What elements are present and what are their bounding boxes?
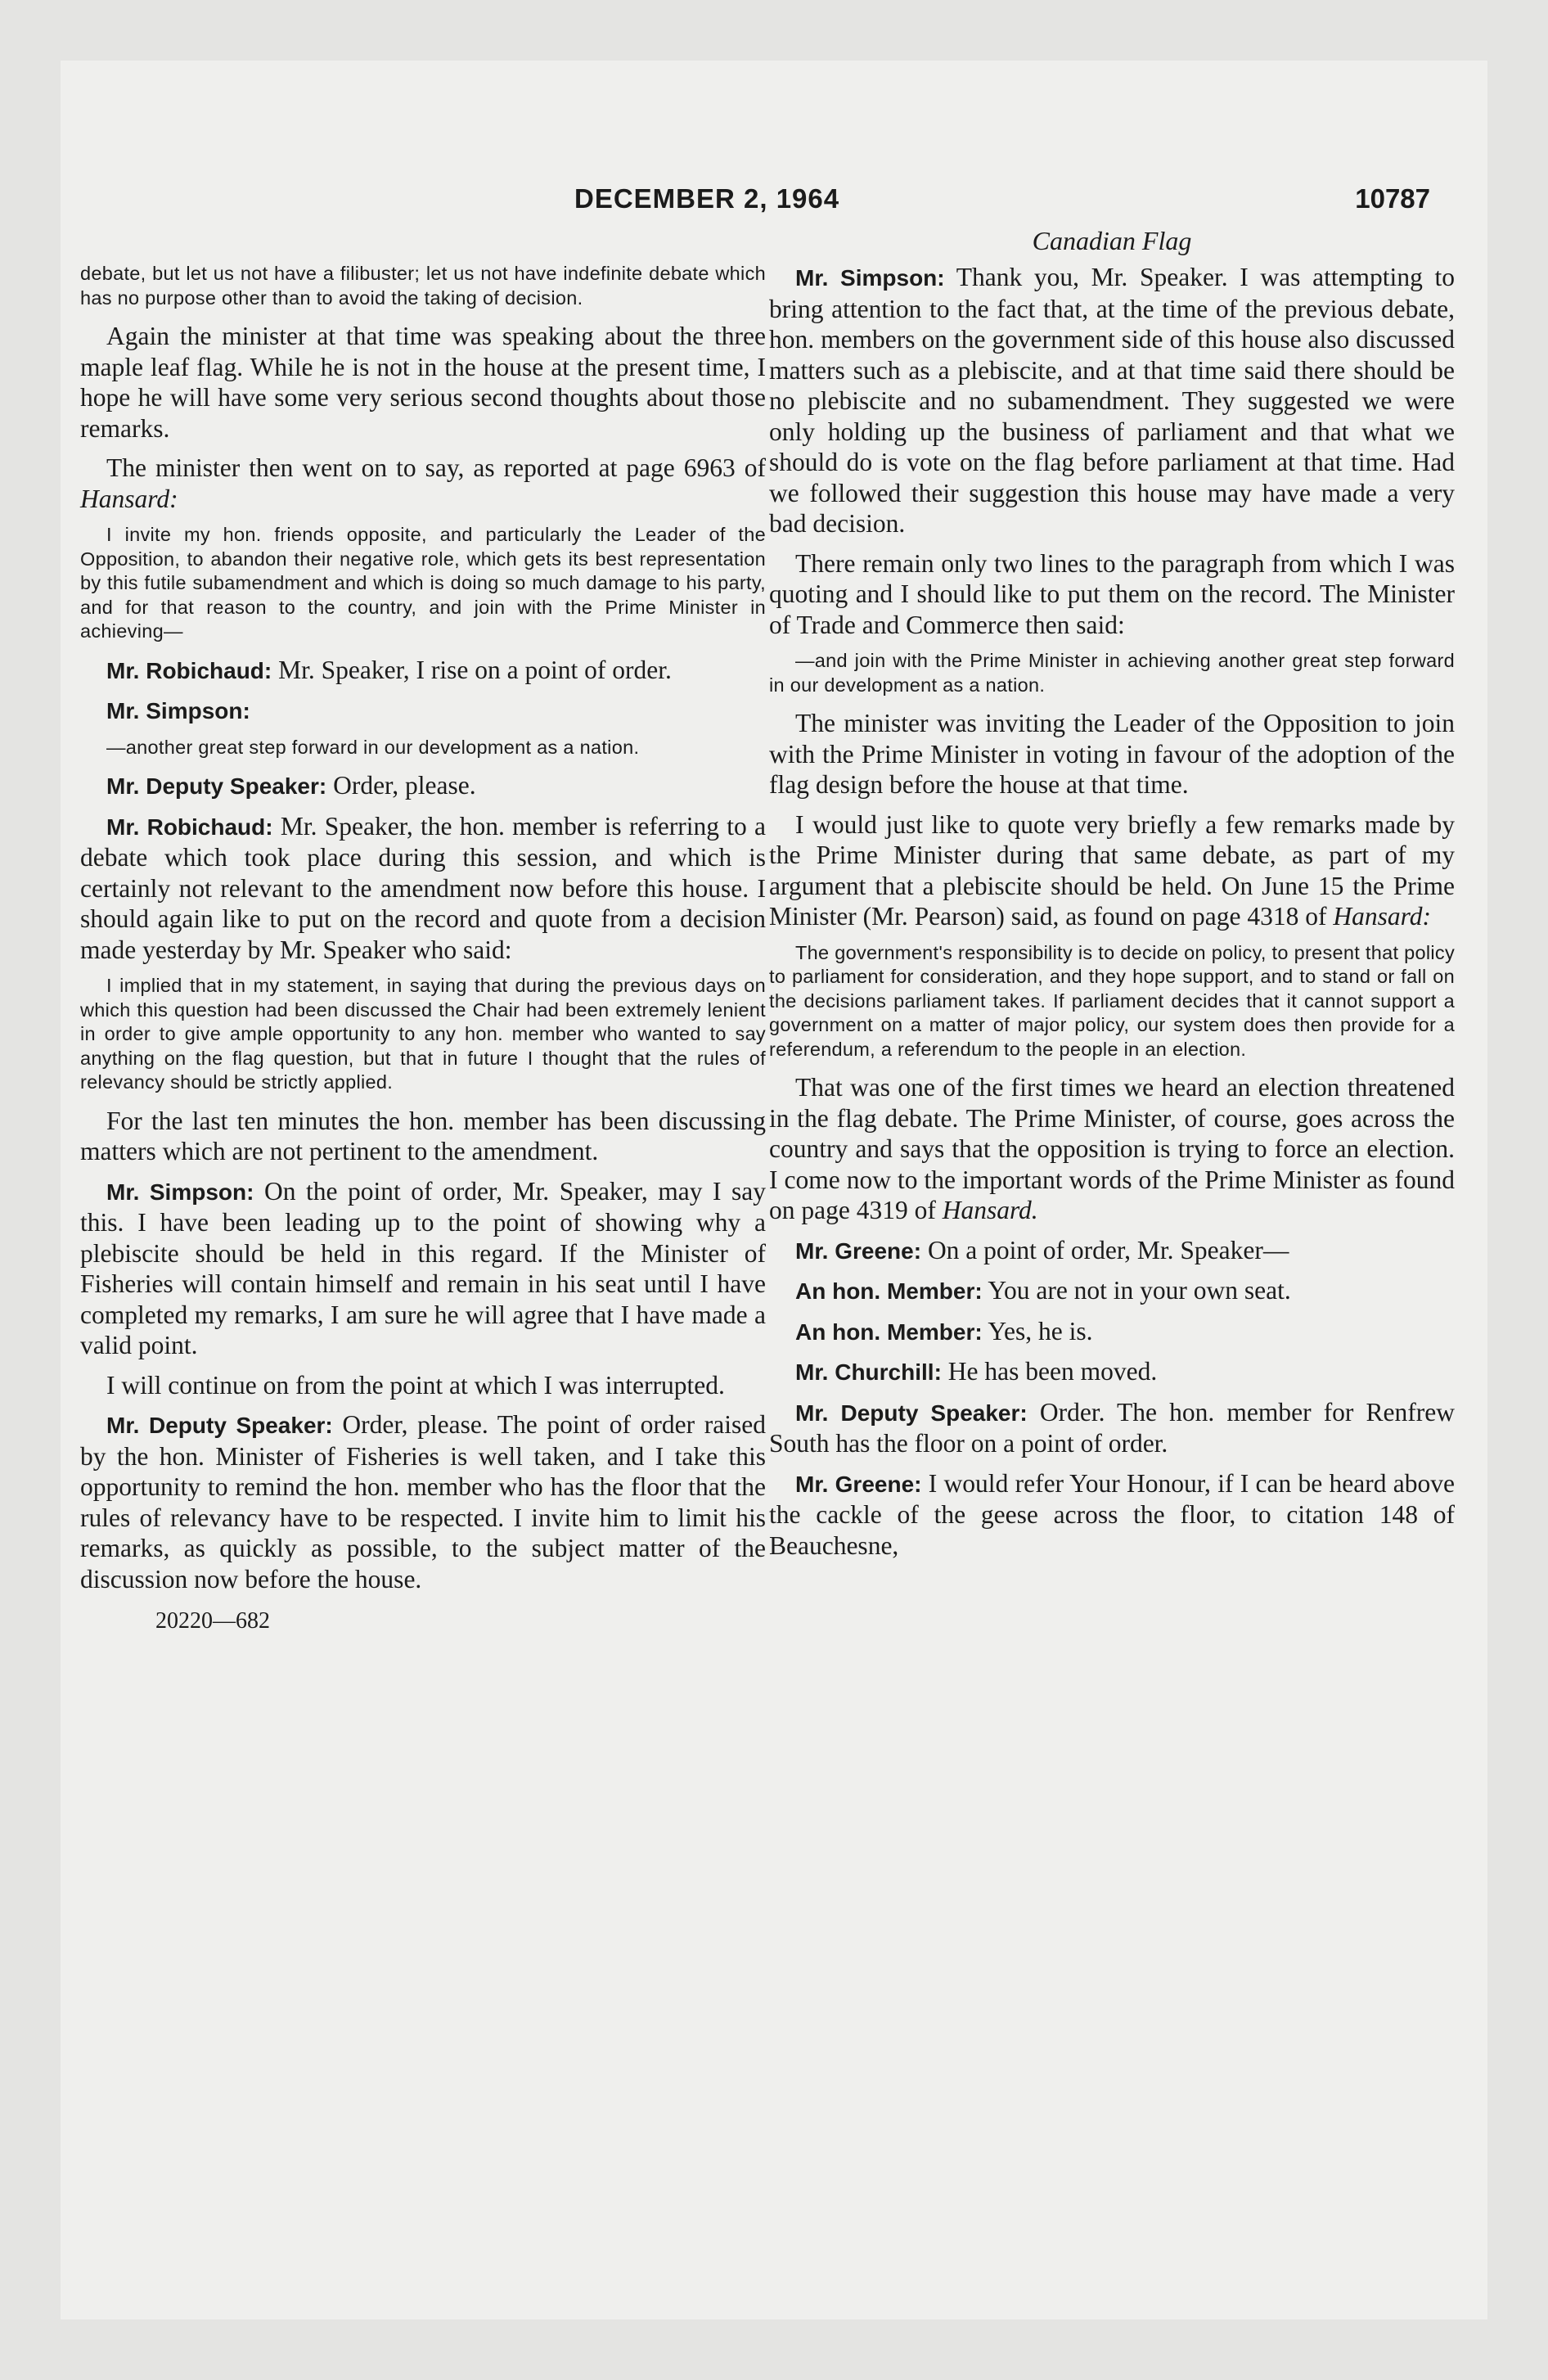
speaker-name: Mr. Deputy Speaker: xyxy=(106,1413,333,1438)
speech xyxy=(769,262,1455,539)
speaker-name: Mr. Deputy Speaker: xyxy=(106,773,327,799)
speech-text: On the point of order, Mr. Speaker, may I say this. I have been leading up to the point of showing why a plebiscite should be held in this regard. If the Minister of Fisheries will contain himself and remain in his seat until I have completed my remarks, I am sure he will agree that I have made a valid point. xyxy=(80,1176,766,1359)
section-title: Canadian Flag xyxy=(1032,226,1192,255)
speech xyxy=(769,1316,1455,1348)
paragraph: For the last ten minutes the hon. member has been discussing matters which are not pertinent to the amendment. xyxy=(80,1106,766,1165)
paragraph xyxy=(769,1072,1455,1226)
speech-text: On a point of order, Mr. Speaker— xyxy=(921,1235,1289,1264)
hansard-reference: Hansard: xyxy=(1333,902,1431,931)
speech xyxy=(80,1409,766,1594)
paragraph xyxy=(80,453,766,514)
header-page-number: 10787 xyxy=(1355,183,1430,214)
speech-text: Mr. Speaker, the hon. member is referring to a debate which took place during this session, and which is certainly not relevant to the amendment now before this house. I should again like to put on the record and quote from a decision made yesterday by Mr. Speaker who said: xyxy=(80,811,766,964)
speech xyxy=(80,770,766,802)
speech-text: Yes, he is. xyxy=(982,1316,1093,1346)
paragraph-text: The minister then went on to say, as reported at page 6963 of xyxy=(106,453,766,482)
speech-text: You are not in your own seat. xyxy=(982,1276,1291,1305)
block-quote: The government's responsibility is to decide on policy, to present that policy to parliament for consideration, and they hope support, and to stand or fall on the decisions parliament takes. If parliament decides that it cannot support a government on a matter of major policy, our system does then provide for a referendum, a referendum to the people in an election. xyxy=(769,941,1455,1060)
paragraph: I will continue on from the point at which I was interrupted. xyxy=(106,1370,725,1400)
paragraph: Again the minister at that time was speaking about the three maple leaf flag. While he is not in the house at the present time, I hope he will have some very serious second thoughts about those remarks. xyxy=(80,322,766,443)
speech xyxy=(769,1468,1455,1562)
speaker-name: Mr. Deputy Speaker: xyxy=(795,1400,1028,1426)
speech xyxy=(769,1275,1455,1307)
speech-text: Mr. Speaker, I rise on a point of order. xyxy=(272,655,672,684)
speech-text: I would refer Your Honour, if I can be heard above the cackle of the geese across the floor, to citation 148 of Beauchesne, xyxy=(769,1468,1455,1560)
speaker-name: Mr. Simpson: xyxy=(106,698,250,723)
paragraph: The minister was inviting the Leader of the Opposition to join with the Prime Minister in voting in favour of the adoption of the flag design before the house at that time. xyxy=(769,709,1455,799)
speech xyxy=(769,1397,1455,1459)
speech xyxy=(80,811,766,966)
document-page xyxy=(61,61,1487,2319)
speech xyxy=(80,655,766,687)
block-quote: I implied that in my statement, in saying that during the previous days on which this question had been discussed the Chair had been extremely lenient in order to give ample opportunity to any hon. member who wanted to say anything on the flag question, but that in future I thought that the rules of relevancy should be strictly applied. xyxy=(80,975,766,1093)
speech-text: Order. The hon. member for Renfrew South has the floor on a point of order. xyxy=(769,1397,1456,1458)
speaker-name: Mr. Robichaud: xyxy=(106,814,273,840)
speaker-name: An hon. Member: xyxy=(795,1278,983,1304)
speaker-name: Mr. Churchill: xyxy=(795,1359,942,1385)
paragraph-text: I would just like to quote very briefly a few remarks made by the Prime Minister during that same debate, as part of my argument that a plebiscite should be held. On June 15 the Prime Minister (Mr. Pearson) said, as found on page 4318 of xyxy=(769,809,1455,931)
paragraph-text: That was one of the first times we heard an election threatened in the flag debate. The Prime Minister, of course, goes across the country and says that the opposition is trying to force an election. I come now to the important words of the Prime Minister as found on page 4319 of xyxy=(769,1073,1455,1224)
paragraph: debate, but let us not have a filibuster; let us not have indefinite debate which has no purpose other than to avoid the taking of decision. xyxy=(80,263,766,309)
speaker-name: Mr. Simpson: xyxy=(795,265,945,291)
left-column xyxy=(80,262,766,1637)
right-column xyxy=(769,224,1455,1570)
block-quote: I invite my hon. friends opposite, and particularly the Leader of the Opposition, to abandon their negative role, which gets its best representation by this futile subamendment and which is doing so much damage to his party, and for that reason to the country, and join with the Prime Minister in achieving— xyxy=(80,524,766,642)
speech-text: He has been moved. xyxy=(941,1357,1158,1386)
speaker-name: Mr. Greene: xyxy=(795,1471,922,1497)
speaker-name: Mr. Robichaud: xyxy=(106,657,272,683)
speech-text: Order, please. The point of order raised by the hon. Minister of Fisheries is well taken, and I take this opportunity to remind the hon. member who has the floor that the rules of relevancy have to be respected. I invite him to limit his remarks, as quickly as possible, to the subject matter of the discussion now before the house. xyxy=(80,1410,766,1593)
speech xyxy=(80,695,766,727)
footer-code: 20220—682 xyxy=(155,1608,270,1634)
block-quote: —and join with the Prime Minister in achieving another great step forward in our development as a nation. xyxy=(769,650,1455,696)
speaker-name: An hon. Member: xyxy=(795,1318,983,1345)
speech xyxy=(769,1356,1455,1388)
hansard-reference: Hansard. xyxy=(942,1196,1038,1224)
speaker-name: Mr. Simpson: xyxy=(106,1179,254,1205)
hansard-reference: Hansard: xyxy=(80,484,178,513)
paragraph xyxy=(769,809,1455,932)
speech-text: Order, please. xyxy=(326,771,476,800)
speech-text: Thank you, Mr. Speaker. I was attempting to bring attention to the fact that, at the time of the previous debate, hon. members on the government side of this house also discussed matters such as a plebiscite, and at that time said there should be no plebiscite and no subamendment. They suggested we were only holding up the business of parliament and that what we should do is vote on the flag before parliament at that time. Had we followed their suggestion this house may have made a very bad decision. xyxy=(769,263,1455,538)
header-date: DECEMBER 2, 1964 xyxy=(574,183,840,214)
paragraph: There remain only two lines to the paragraph from which I was quoting and I should like to put them on the record. The Minister of Trade and Commerce then said: xyxy=(769,548,1455,639)
speaker-name: Mr. Greene: xyxy=(795,1237,922,1264)
speech xyxy=(80,1176,766,1361)
speech xyxy=(769,1235,1455,1267)
block-quote: —another great step forward in our development as a nation. xyxy=(106,736,640,758)
